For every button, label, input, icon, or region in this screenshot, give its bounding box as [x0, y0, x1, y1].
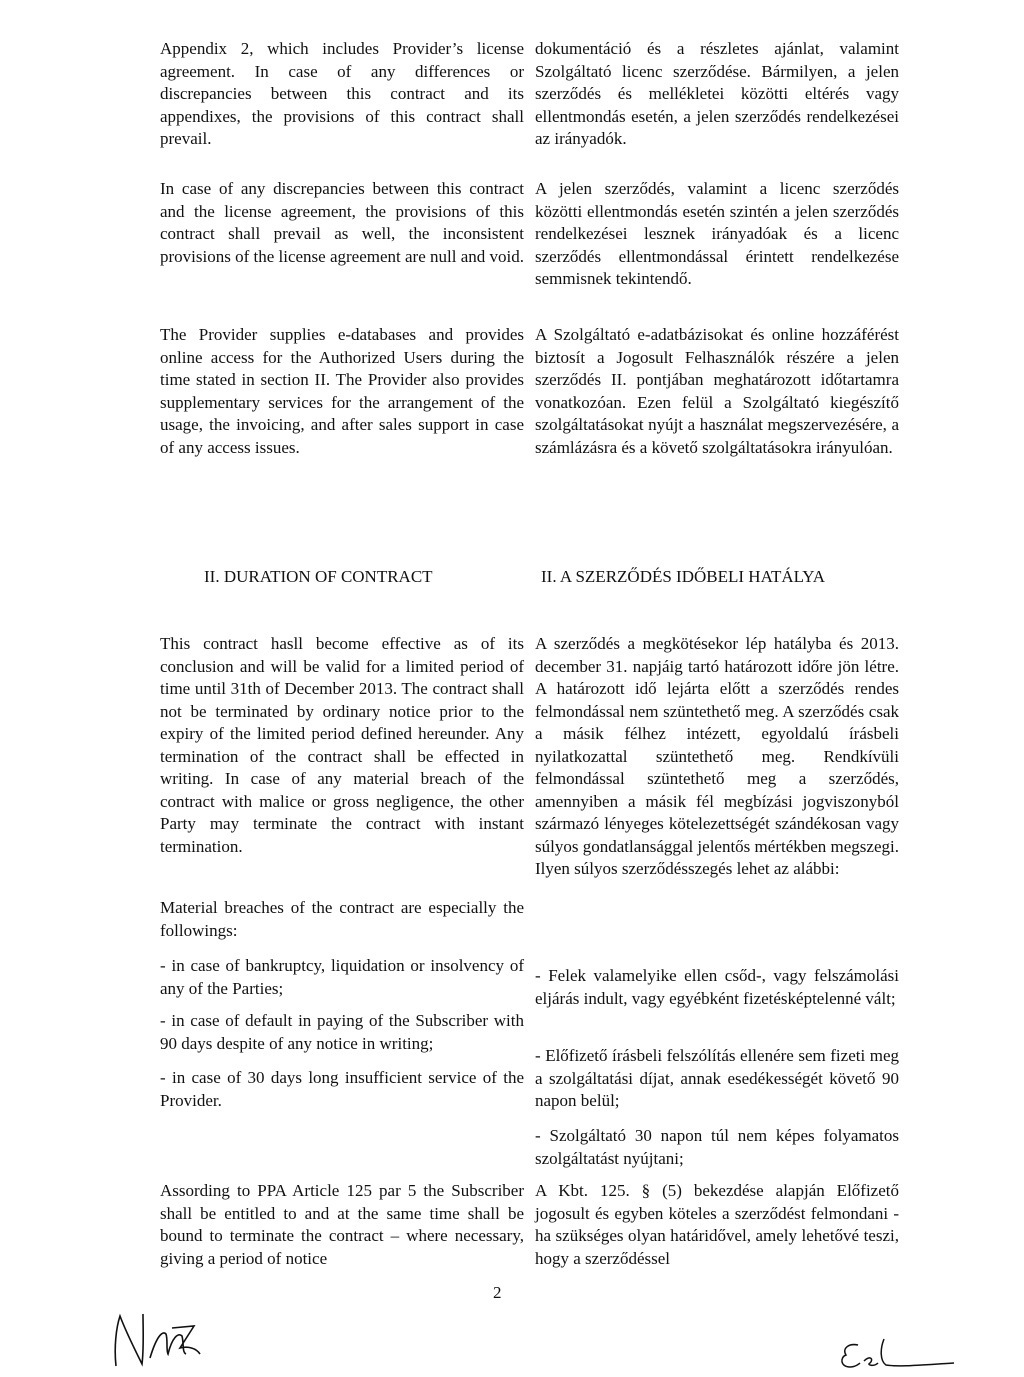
- intro-en: Appendix 2, which includes Provider’s license agreement. In case of any differences or discrepancies between this contract and its appendixes, the provisions of this contract shall prevail.: [160, 39, 524, 148]
- breach-item-3-hu: - Szolgáltató 30 napon túl nem képes folyamatos szolgáltatást nyújtani;: [535, 1126, 899, 1168]
- page-number: 2: [493, 1283, 502, 1302]
- breach-item-2-en: - in case of default in paying of the Subscriber with 90 days despite of any notice in writing;: [160, 1011, 524, 1053]
- breach-item-3-en: - in case of 30 days long insufficient service of the Provider.: [160, 1068, 524, 1110]
- duration-en: This contract hasll become effective as of its conclusion and will be valid for a limited period of time until 31th of December 2013. The contract shall not be terminated by ordinary notice prior to the expiry of the limited period defined hereunder. Any termination of the contract shall be effected in writing. In case of any material breach of the contract with malice or gross negligence, the other Party may terminate the contract with instant termination.: [160, 634, 524, 856]
- section-heading-hu: II. A SZERZŐDÉS IDŐBELI HATÁLYA: [541, 567, 825, 586]
- termination-en: Assording to PPA Article 125 par 5 the Subscriber shall be entitled to and at the same time shall be bound to terminate the contract – where necessary, giving a period of notice: [160, 1181, 524, 1268]
- breaches-intro-en: Material breaches of the contract are especially the followings:: [160, 898, 524, 940]
- services-hu: A Szolgáltató e-adatbázisokat és online hozzáférést biztosít a Jogosult Felhasználók részére a jelen szerződés II. pontjában meghatározott időtartamra vonatkozóan. Ezen felül a Szolgáltató kiegészítő szolgáltatásokat nyújt a használat megszervezésére, a számlázásra és a követő szolgáltatásokra irányulóan.: [535, 325, 899, 457]
- license-conflict-hu: A jelen szerződés, valamint a licenc szerződés közötti ellentmondás esetén szintén a jelen szerződés rendelkezései lesznek irányadóak és a licenc szerződés ellentmondással érintett rendelkezése semmisnek tekintendő.: [535, 179, 899, 288]
- duration-hu: A szerződés a megkötésekor lép hatályba és 2013. december 31. napjáig tartó határozott időre jön létre. A határozott idő lejárta előtt a szerződés rendes felmondással nem szüntethető meg. A szerződés csak a másik félhez intézett, egyoldalú írásbeli nyilatkozattal szüntethető meg. Rendkívüli felmondással szüntethető meg a szerződés, amennyiben a másik fél megbízási jogviszonyból származó lényeges kötelezettségét szándékosan vagy súlyos gondatlansággal jelentős mértékben megszegi. Ilyen súlyos szerződésszegés lehet az alábbi:: [535, 634, 899, 878]
- signature-right: [836, 1335, 966, 1375]
- services-en: The Provider supplies e-databases and provides online access for the Authorized Users during the time stated in section II. The Provider also provides supplementary services for the arrangement of the usage, the invoicing, and after sales support in case of any access issues.: [160, 325, 524, 457]
- breach-item-2-hu: - Előfizető írásbeli felszólítás ellenére sem fizeti meg a szolgáltatási díjat, annak esedékességét követő 90 napon belül;: [535, 1046, 899, 1110]
- breach-item-1-hu: - Felek valamelyike ellen csőd-, vagy felszámolási eljárás indult, vagy egyébként fizetésképtelenné vált;: [535, 966, 899, 1008]
- intro-hu: dokumentáció és a részletes ajánlat, valamint Szolgáltató licenc szerződése. Bármilyen, a jelen szerződés és mellékletei közötti eltérés vagy ellentmondás esetén, a jelen szerződés rendelkezései az irányadók.: [535, 39, 899, 148]
- license-conflict-en: In case of any discrepancies between this contract and the license agreement, the provisions of this contract shall prevail as well, the inconsistent provisions of the license agreement are null and void.: [160, 179, 524, 266]
- signature-left: [110, 1308, 230, 1370]
- section-heading-en: II. DURATION OF CONTRACT: [204, 567, 433, 586]
- termination-hu: A Kbt. 125. § (5) bekezdése alapján Előfizető jogosult és egyben köteles a szerződést felmondani - ha szükséges olyan határidővel, amely lehetővé teszi, hogy a szerződéssel: [535, 1181, 899, 1268]
- breach-item-1-en: - in case of bankruptcy, liquidation or insolvency of any of the Parties;: [160, 956, 524, 998]
